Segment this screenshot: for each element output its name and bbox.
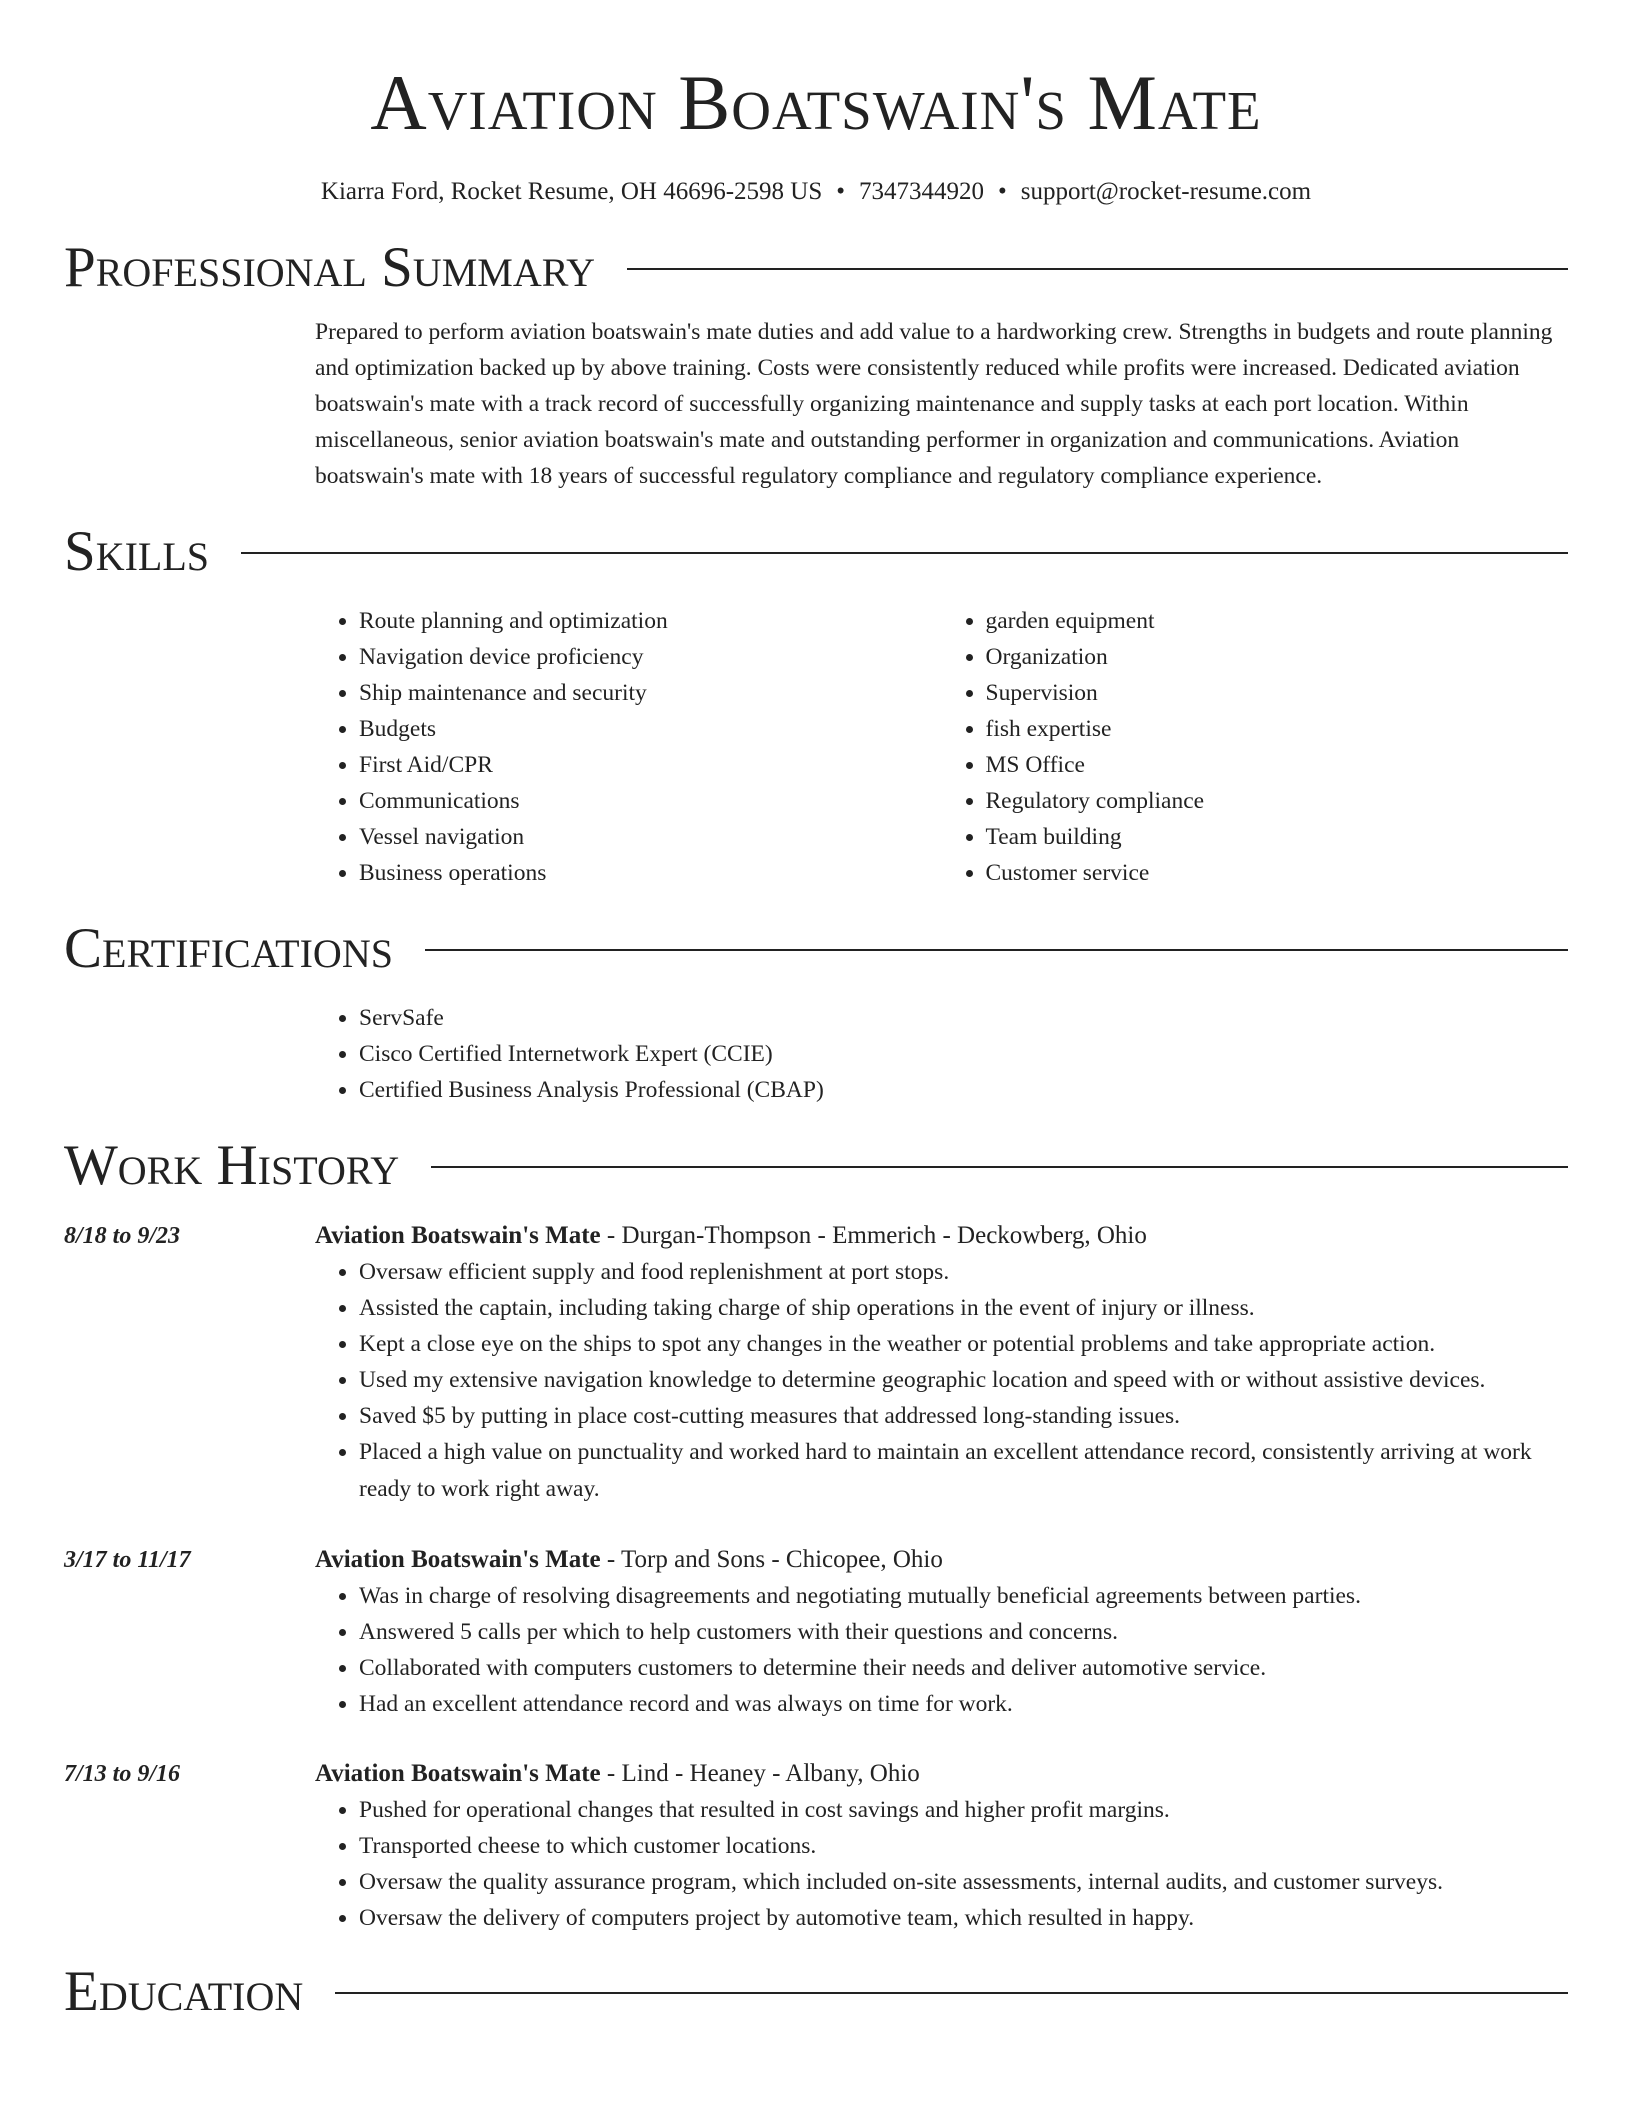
skill-item: • Team building <box>986 819 1569 855</box>
job-details: - Durgan-Thompson - Emmerich - Deckowberg, Ohio <box>600 1222 1147 1249</box>
skill-item: • Navigation device proficiency <box>359 639 942 675</box>
skill-item: • fish expertise <box>986 711 1569 747</box>
work-header <box>64 1134 1568 1198</box>
education-section <box>64 1960 1568 2024</box>
skill-item: • Organization <box>986 639 1569 675</box>
section-divider <box>425 949 1568 951</box>
job-content <box>315 1218 1568 1508</box>
skills-title: Skills <box>64 520 210 583</box>
skill-item: • Communications <box>359 783 942 819</box>
certifications-header <box>64 917 1568 981</box>
job-dates: 3/17 to 11/17 <box>64 1547 191 1573</box>
job-role: Aviation Boatswain's Mate <box>315 1760 601 1787</box>
skill-item: • Supervision <box>986 675 1569 711</box>
skills-right-list <box>942 603 1569 891</box>
contact-email: support@rocket-resume.com <box>1020 178 1312 205</box>
job-details: - Torp and Sons - Chicopee, Ohio <box>600 1546 943 1573</box>
summary-text: Prepared to perform aviation boatswain's mate duties and add value to a hardworking crew. Strengths in budgets and route planning and optimization backed up by above training. Costs were consistently reduced while profits were increased. Dedicated aviation boatswain's mate with a track record of successfully organizing maintenance and supply tasks at each port location. Within miscellaneous, senior aviation boatswain's mate and outstanding performer in organization and communications. Aviation boatswain's mate with 18 years of successful regulatory compliance and regulatory compliance experience. <box>315 319 1553 489</box>
job-role: Aviation Boatswain's Mate <box>315 1222 601 1249</box>
job-bullet: • Had an excellent attendance record and was always on time for work. <box>359 1686 1568 1722</box>
section-divider <box>335 1992 1568 1994</box>
certifications-list <box>315 1000 1568 1108</box>
skills-section <box>64 520 1568 891</box>
section-divider <box>431 1166 1568 1168</box>
certification-item: • ServSafe <box>359 1000 1568 1036</box>
contact-line <box>64 176 1568 208</box>
job-role: Aviation Boatswain's Mate <box>315 1546 601 1573</box>
job-bullets <box>315 1578 1568 1722</box>
job-heading <box>315 1756 1568 1792</box>
certification-item: • Certified Business Analysis Professional (CBAP) <box>359 1072 1568 1108</box>
section-divider <box>241 552 1568 554</box>
job-dates: 8/18 to 9/23 <box>64 1223 181 1249</box>
job-bullet: • Oversaw the quality assurance program, which included on-site assessments, internal audits, and customer surveys. <box>359 1864 1568 1900</box>
job-bullets <box>315 1254 1568 1508</box>
job-entry <box>64 1542 1568 1722</box>
skill-item: • Business operations <box>359 855 942 891</box>
skills-header <box>64 520 1568 584</box>
summary-section <box>64 236 1568 494</box>
education-header <box>64 1960 1568 2024</box>
skill-item: • Ship maintenance and security <box>359 675 942 711</box>
summary-title: Professional Summary <box>64 236 596 299</box>
skill-item: • Regulatory compliance <box>986 783 1569 819</box>
job-content <box>315 1542 1568 1722</box>
job-entry <box>64 1756 1568 1936</box>
job-bullet: • Collaborated with computers customers to determine their needs and deliver automotive service. <box>359 1650 1568 1686</box>
skill-item: • Route planning and optimization <box>359 603 942 639</box>
work-title: Work History <box>64 1134 400 1197</box>
contact-phone: 7347344920 <box>859 178 985 205</box>
skill-item: • First Aid/CPR <box>359 747 942 783</box>
summary-header <box>64 236 1568 300</box>
job-bullet: • Oversaw the delivery of computers project by automotive team, which resulted in happy. <box>359 1900 1568 1936</box>
job-bullet: • Oversaw efficient supply and food replenishment at port stops. <box>359 1254 1568 1290</box>
certification-item: • Cisco Certified Internetwork Expert (CCIE) <box>359 1036 1568 1072</box>
job-bullet: • Saved $5 by putting in place cost-cutting measures that addressed long-standing issues. <box>359 1398 1568 1434</box>
certifications-title: Certifications <box>64 917 393 980</box>
job-dates: 7/13 to 9/16 <box>64 1761 181 1787</box>
work-section <box>64 1134 1568 1936</box>
job-bullet: • Transported cheese to which customer locations. <box>359 1828 1568 1864</box>
job-bullet: • Assisted the captain, including taking charge of ship operations in the event of injury or illness. <box>359 1290 1568 1326</box>
skills-left-list <box>315 603 942 891</box>
contact-separator: • <box>998 178 1007 205</box>
job-details: - Lind - Heaney - Albany, Ohio <box>600 1760 920 1787</box>
skills-content <box>315 603 1568 891</box>
job-content <box>315 1756 1568 1936</box>
section-divider <box>627 268 1568 270</box>
summary-content <box>315 314 1568 494</box>
job-bullet: • Pushed for operational changes that resulted in cost savings and higher profit margins. <box>359 1792 1568 1828</box>
job-bullet: • Kept a close eye on the ships to spot any changes in the weather or potential problems and take appropriate action. <box>359 1326 1568 1362</box>
contact-address: Kiarra Ford, Rocket Resume, OH 46696-2598 US <box>320 178 823 205</box>
job-heading <box>315 1542 1568 1578</box>
skill-item: • Customer service <box>986 855 1569 891</box>
job-bullet: • Placed a high value on punctuality and worked hard to maintain an excellent attendance record, consistently arriving at work ready to work right away. <box>359 1434 1568 1508</box>
contact-separator: • <box>836 178 846 205</box>
job-bullet: • Was in charge of resolving disagreements and negotiating mutually beneficial agreements between parties. <box>359 1578 1568 1614</box>
certifications-content <box>315 1000 1568 1108</box>
job-bullet: • Answered 5 calls per which to help customers with their questions and concerns. <box>359 1614 1568 1650</box>
skill-item: • MS Office <box>986 747 1569 783</box>
skill-item: • Budgets <box>359 711 942 747</box>
certifications-section <box>64 917 1568 1108</box>
skill-item: • Vessel navigation <box>359 819 942 855</box>
resume-name: Aviation Boatswain's Mate <box>370 59 1262 146</box>
skill-item: • garden equipment <box>986 603 1569 639</box>
job-heading <box>315 1218 1568 1254</box>
job-bullet: • Used my extensive navigation knowledge to determine geographic location and speed with or without assistive devices. <box>359 1362 1568 1398</box>
job-bullets <box>315 1792 1568 1936</box>
job-entry <box>64 1218 1568 1508</box>
resume-page <box>64 0 1568 2024</box>
education-title: Education <box>64 1960 304 2023</box>
